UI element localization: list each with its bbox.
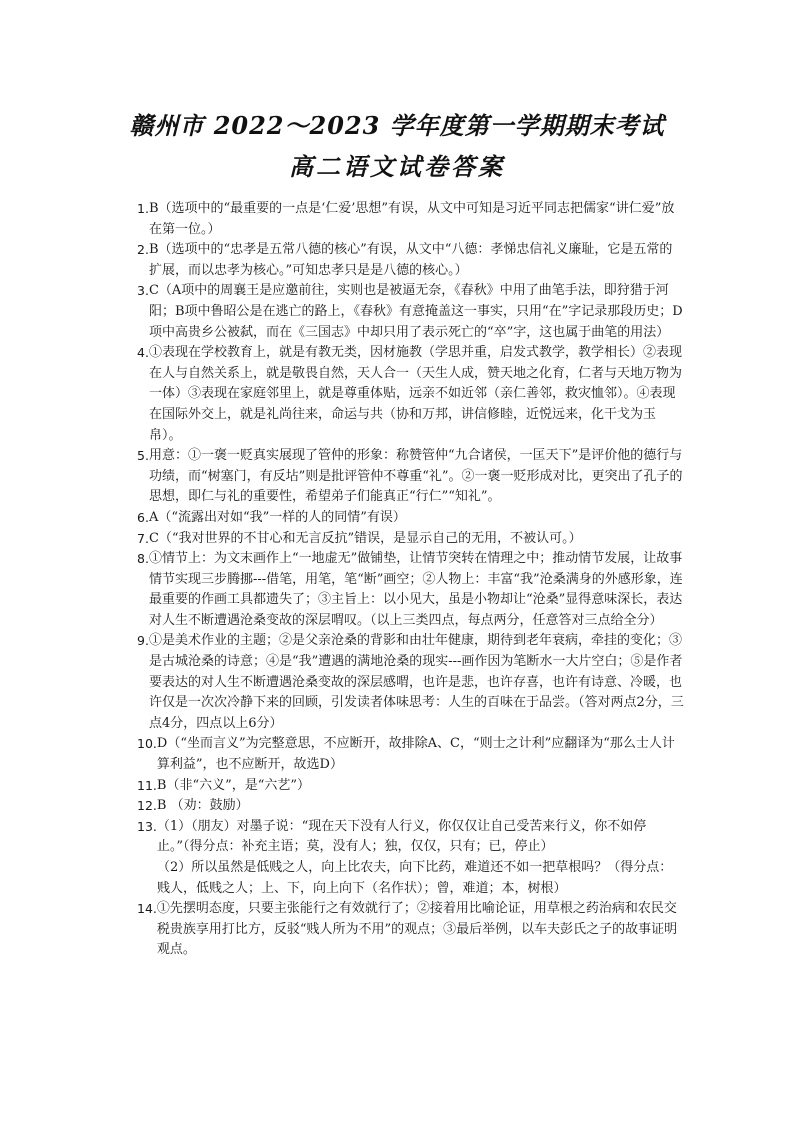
answer-text: D（“坐而言义”为完整意思，不应断开，故排除A、C，“则士之计利”应翻译为“那么士人计算利益”，也不应断开，故选D） [156,736,675,773]
answer-number: 12. [137,798,157,814]
answer-text: ①情节上：为文末画作上“一地虚无”做铺垫，让情节突转在情理之中；推动情节发展，让故事情节实现三步腾挪---借笔，用笔，笔“断”画空；②人物上：丰富“我”沧桑满身的外感形象，连最重要的作画工具都遗失了；③主旨上：以小见大，虽是小物却让“沧桑”显得意味深长，表达对人生不断遭遇沧桑变故的深层喟叹。（以上三类四点，每点两分，任意答对三点给全分） [148,551,683,628]
answer-list [137,199,685,961]
answer-text: B （劝：鼓励） [156,798,249,814]
answer-item-3 [137,281,685,343]
answer-text: ①表现在学校教育上，就是有教无类，因材施教（学思并重，启发式教学，教学相长）②表现在人与自然关系上，就是敬畏自然，天人合一（天生人成，赞天地之化育，仁者与天地万物为一体）③表现在家庭邻里上，就是尊重体贴，远亲不如近邻（亲仁善邻，救灾恤邻）。④表现在国际外交上，就是礼尚往来，命运与共（协和万邦，讲信修睦，近悦远来，化干戈为玉帛）。 [148,345,682,443]
answer-item-7 [137,529,685,550]
answer-item-13-part-2 [137,858,685,899]
answer-text: C（“我对世界的不甘心和无言反抗”错误，是显示自己的无用，不被认可。） [148,530,582,546]
answer-number: 7. [137,530,149,546]
answer-number: 8. [137,551,149,567]
answer-number: 6. [137,509,149,525]
answer-item-4 [137,343,685,446]
answer-item-14 [137,899,685,961]
answer-item-2 [137,240,685,281]
answer-number: 5. [137,448,149,464]
answer-number: 4. [137,345,149,361]
answer-text: A（“流露出对如“我”一样的人的同情”有误） [148,509,406,525]
answer-number: 13. [137,818,157,834]
answer-item-9 [137,631,685,734]
answer-text: ①是美术作业的主题；②是父亲沧桑的背影和由壮年健康，期待到老年衰病，牵挂的变化；③是古城沧桑的诗意；④是“我”遭遇的满地沧桑的现实---画作因为笔断水一大片空白；⑤是作者要表达的对人生不断遭遇沧桑变故的深层感喟，也许是悲，也许存喜，也许有诗意、冷暖，也许仅是一次次冷静下来的回顾，引发读者体味思考：人生的百味在于品尝。（答对两点2分，三点4分，四点以上6分） [148,633,684,731]
answer-number: 2. [137,242,149,258]
answer-item-13 [137,817,685,858]
answer-item-8 [137,549,685,631]
answer-text: 用意：①一褒一贬真实展现了管仲的形象：称赞管仲“九合诸侯，一匡天下”是评价他的德行与功绩，而“树塞门，有反坫”则是批评管仲不尊重“礼”。②一褒一贬形成对比，更突出了孔子的思想，即仁与礼的重要性，希望弟子们能真正“行仁”“知礼”。 [148,448,683,505]
answer-item-5 [137,446,685,508]
answer-text: B（选项中的“最重要的一点是‘仁爱’思想”有误，从文中可知是习近平同志把儒家“讲仁爱”放在第一位。） [148,201,675,237]
answer-number: 9. [137,633,149,649]
answer-item-6 [137,508,685,529]
answer-text: C（A项中的周襄王是应邀前往，实则也是被逼无奈，《春秋》中用了曲笔手法，即狩猎于河阳；B项中鲁昭公是在逃亡的路上，《春秋》有意掩盖这一事实，只用“在”字记录那段历史；D项中高贵乡公被弑，而在《三国志》中却只用了表示死亡的“卒”字，这也属于曲笔的用法） [148,283,683,340]
answer-text: （1）（朋友）对墨子说：“现在天下没有人行义，你仅仅让自己受苦来行义，你不如停止。”（得分点：补充主语；莫，没有人；独，仅仅，只有；已，停止） [156,818,647,855]
answer-text: B（非“六义”，是“六艺”） [156,777,311,793]
answer-text: ①先摆明态度，只要主张能行之有效就行了；②接着用比喻论证，用草根之药治病和农民交税贵族享用打比方，反驳“贱人所为不用”的观点；③最后举例，以车夫彭氏之子的故事证明观点。 [156,901,678,958]
answer-text: （2）所以虽然是低贱之人，向上比农夫，向下比药，难道还不如一把草根吗？（得分点：贱人，低贱之人；上、下，向上向下（名作状）；曾，难道；本，树根） [157,860,673,896]
answer-item-11 [137,776,685,797]
answer-number: 11. [137,777,157,793]
answer-number: 1. [137,201,149,216]
answer-number: 10. [137,736,157,752]
answer-item-1 [137,199,685,240]
answer-item-10 [137,734,685,775]
answer-item-12 [137,796,685,817]
answer-number: 3. [137,283,149,299]
answer-key-title: 高二语文试卷答案 [289,152,505,181]
answer-text: B（选项中的“忠孝是五常八德的核心”有误，从文中“八德：孝悌忠信礼义廉耻，它是五常的扩展，而以忠孝为核心。”可知忠孝只是是八德的核心。） [148,242,673,278]
exam-title: 赣州市 2022～2023 学年度第一学期期末考试 [129,111,665,140]
answer-number: 14. [137,901,157,917]
